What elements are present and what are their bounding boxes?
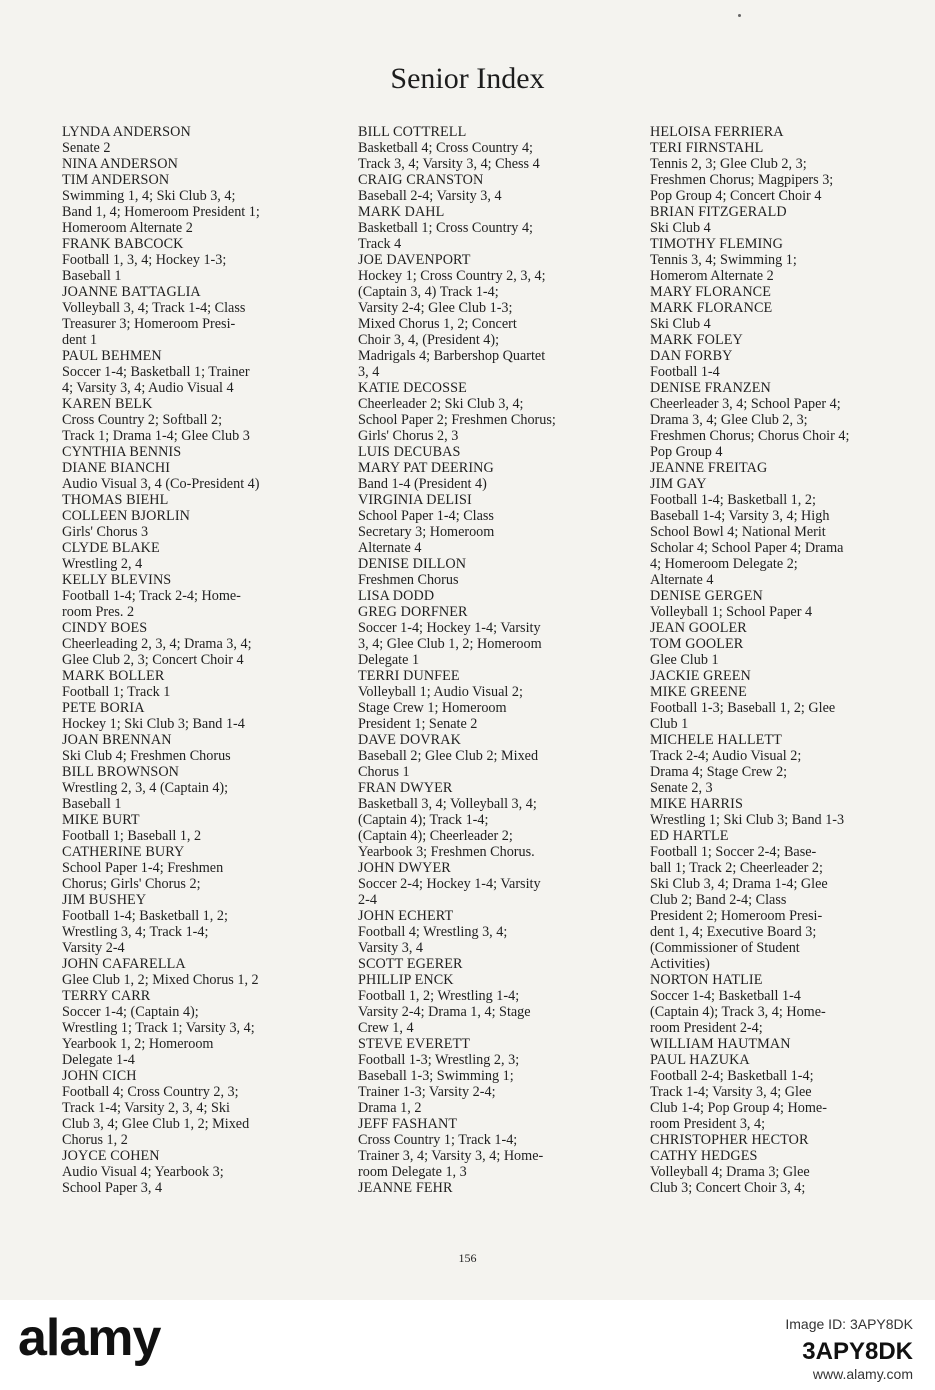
- student-name: JEAN GOOLER: [650, 620, 747, 636]
- index-entry: [650, 476, 900, 588]
- index-entry: [62, 156, 332, 172]
- activity-line: Secretary 3; Homeroom: [358, 524, 495, 540]
- student-name: GREG DORFNER: [358, 604, 468, 620]
- activity-line: Club 1-4; Pop Group 4; Home-: [650, 1100, 827, 1116]
- index-entry: [650, 460, 900, 476]
- index-entry: [650, 140, 900, 204]
- activity-line: Drama 4; Stage Crew 2;: [650, 764, 788, 780]
- activity-line: Crew 1, 4: [358, 1020, 414, 1036]
- index-entry: [358, 124, 613, 172]
- index-entry: [650, 1052, 900, 1132]
- activity-line: Football 1-4; Basketball 1, 2;: [650, 492, 816, 508]
- student-name: CATHY HEDGES: [650, 1148, 758, 1164]
- student-name: JOHN ECHERT: [358, 908, 454, 924]
- student-name: JOHN DWYER: [358, 860, 451, 876]
- index-entry: [62, 764, 332, 812]
- activity-line: Drama 3, 4; Glee Club 2, 3;: [650, 412, 808, 428]
- activity-line: Volleyball 4; Drama 3; Glee: [650, 1164, 810, 1180]
- activity-line: Madrigals 4; Barbershop Quartet: [358, 348, 546, 364]
- student-name: JOE DAVENPORT: [358, 252, 471, 268]
- student-name: DAVE DOVRAK: [358, 732, 461, 748]
- index-entry: [650, 588, 900, 620]
- student-name: WILLIAM HAUTMAN: [650, 1036, 791, 1052]
- index-entry: [358, 908, 613, 956]
- activity-line: Homerom Alternate 2: [650, 268, 774, 284]
- index-entry: [62, 492, 332, 508]
- index-entry: [62, 988, 332, 1068]
- watermark-brand: alamy: [18, 1309, 161, 1367]
- activity-line: Cheerleading 2, 3, 4; Drama 3, 4;: [62, 636, 252, 652]
- student-name: MIKE GREENE: [650, 684, 747, 700]
- student-name: KELLY BLEVINS: [62, 572, 172, 588]
- activity-line: Track 1; Drama 1-4; Glee Club 3: [62, 428, 250, 444]
- activity-line: Track 3, 4; Varsity 3, 4; Chess 4: [358, 156, 540, 172]
- index-entry: [650, 284, 900, 300]
- index-entry: [650, 300, 900, 332]
- index-entry: [62, 124, 332, 156]
- activity-line: Delegate 1-4: [62, 1052, 135, 1068]
- student-name: LYNDA ANDERSON: [62, 124, 191, 140]
- index-entry: [62, 668, 332, 700]
- index-entry: [358, 380, 613, 444]
- student-name: COLLEEN BJORLIN: [62, 508, 190, 524]
- activity-line: 3, 4; Glee Club 1, 2; Homeroom: [358, 636, 542, 652]
- index-entry: [650, 732, 900, 796]
- activity-line: Football 1; Baseball 1, 2: [62, 828, 202, 844]
- activity-line: Audio Visual 4; Yearbook 3;: [62, 1164, 224, 1180]
- activity-line: room Pres. 2: [62, 604, 135, 620]
- activity-line: Wrestling 1; Ski Club 3; Band 1-3: [650, 812, 845, 828]
- student-name: MARK DAHL: [358, 204, 445, 220]
- activity-line: Hockey 1; Cross Country 2, 3, 4;: [358, 268, 546, 284]
- index-entry: [62, 572, 332, 620]
- activity-line: Football 4; Cross Country 2, 3;: [62, 1084, 239, 1100]
- student-name: CHRISTOPHER HECTOR: [650, 1132, 809, 1148]
- index-entry: [650, 348, 900, 380]
- activity-line: Wrestling 2, 3, 4 (Captain 4);: [62, 780, 229, 796]
- student-name: DENISE GERGEN: [650, 588, 763, 604]
- index-entry: [358, 1036, 613, 1116]
- activity-line: (Commissioner of Student: [650, 940, 800, 956]
- student-name: MARY PAT DEERING: [358, 460, 494, 476]
- index-entry: [62, 348, 332, 396]
- student-name: LUIS DECUBAS: [358, 444, 461, 460]
- index-entry: [62, 508, 332, 540]
- index-column-2: [358, 124, 613, 1196]
- activity-line: Glee Club 2, 3; Concert Choir 4: [62, 652, 244, 668]
- watermark-brand-logo: [18, 1308, 160, 1368]
- student-name: PHILLIP ENCK: [358, 972, 454, 988]
- dust-speck: [738, 14, 741, 17]
- index-entry: [62, 844, 332, 892]
- activity-line: Track 4: [358, 236, 402, 252]
- index-entry: [62, 1148, 332, 1196]
- student-name: JOHN CAFARELLA: [62, 956, 186, 972]
- student-name: JIM BUSHEY: [62, 892, 147, 908]
- activity-line: Ski Club 3, 4; Drama 1-4; Glee: [650, 876, 828, 892]
- activity-line: Mixed Chorus 1, 2; Concert: [358, 316, 517, 332]
- student-name: JOHN CICH: [62, 1068, 137, 1084]
- index-entry: [62, 732, 332, 764]
- activity-line: Football 1; Soccer 2-4; Base-: [650, 844, 817, 860]
- activity-line: Wrestling 1; Track 1; Varsity 3, 4;: [62, 1020, 255, 1036]
- activity-line: Football 1-4; Basketball 1, 2;: [62, 908, 228, 924]
- index-entry: [650, 796, 900, 828]
- index-entry: [62, 620, 332, 668]
- index-entry: [62, 444, 332, 460]
- student-name: STEVE EVERETT: [358, 1036, 471, 1052]
- activity-line: Alternate 4: [650, 572, 714, 588]
- student-name: PETE BORIA: [62, 700, 145, 716]
- student-name: PAUL HAZUKA: [650, 1052, 750, 1068]
- student-name: BRIAN FITZGERALD: [650, 204, 787, 220]
- activity-line: Cheerleader 2; Ski Club 3, 4;: [358, 396, 524, 412]
- student-name: TIMOTHY FLEMING: [650, 236, 783, 252]
- activity-line: School Bowl 4; National Merit: [650, 524, 826, 540]
- index-entry: [62, 236, 332, 284]
- index-column-3: [650, 124, 900, 1196]
- activity-line: ball 1; Track 2; Cheerleader 2;: [650, 860, 823, 876]
- watermark-site: www.alamy.com: [812, 1366, 913, 1382]
- activity-line: 3, 4: [358, 364, 380, 380]
- activity-line: Soccer 1-4; Hockey 1-4; Varsity: [358, 620, 541, 636]
- student-name: TERI FIRNSTAHL: [650, 140, 764, 156]
- activity-line: Wrestling 3, 4; Track 1-4;: [62, 924, 209, 940]
- activity-line: Football 1-3; Wrestling 2, 3;: [358, 1052, 520, 1068]
- activity-line: Football 4; Wrestling 3, 4;: [358, 924, 508, 940]
- activity-line: Ski Club 4; Freshmen Chorus: [62, 748, 231, 764]
- activity-line: Soccer 2-4; Hockey 1-4; Varsity: [358, 876, 541, 892]
- activity-line: Track 2-4; Audio Visual 2;: [650, 748, 802, 764]
- activity-line: Freshmen Chorus: [358, 572, 459, 588]
- activity-line: Soccer 1-4; Basketball 1; Trainer: [62, 364, 250, 380]
- index-entry: [358, 668, 613, 732]
- index-entry: [62, 172, 332, 236]
- student-name: DENISE DILLON: [358, 556, 467, 572]
- activity-line: Glee Club 1: [650, 652, 719, 668]
- activity-line: Cross Country 1; Track 1-4;: [358, 1132, 518, 1148]
- activity-line: 4; Homeroom Delegate 2;: [650, 556, 798, 572]
- activity-line: Senate 2, 3: [650, 780, 713, 796]
- student-name: MARK BOLLER: [62, 668, 165, 684]
- student-name: BILL BROWNSON: [62, 764, 180, 780]
- activity-line: (Captain 3, 4) Track 1-4;: [358, 284, 499, 300]
- activity-line: Club 3, 4; Glee Club 1, 2; Mixed: [62, 1116, 250, 1132]
- student-name: NINA ANDERSON: [62, 156, 178, 172]
- student-name: MARY FLORANCE: [650, 284, 771, 300]
- activity-line: Baseball 1: [62, 796, 122, 812]
- activity-line: School Paper 3, 4: [62, 1180, 163, 1196]
- index-entry: [62, 284, 332, 348]
- student-name: LISA DODD: [358, 588, 435, 604]
- student-name: CATHERINE BURY: [62, 844, 185, 860]
- activity-line: Audio Visual 3, 4 (Co-President 4): [62, 476, 260, 492]
- activity-line: Basketball 4; Cross Country 4;: [358, 140, 533, 156]
- student-name: VIRGINIA DELISI: [358, 492, 472, 508]
- activity-line: Chorus 1: [358, 764, 410, 780]
- activity-line: Tennis 2, 3; Glee Club 2, 3;: [650, 156, 807, 172]
- index-entry: [62, 540, 332, 572]
- activity-line: Freshmen Chorus; Chorus Choir 4;: [650, 428, 850, 444]
- activity-line: Freshmen Chorus; Magpipers 3;: [650, 172, 834, 188]
- activity-line: Football 1-4: [650, 364, 720, 380]
- activity-line: Chorus 1, 2: [62, 1132, 128, 1148]
- activity-line: Hockey 1; Ski Club 3; Band 1-4: [62, 716, 245, 732]
- activity-line: Girls' Chorus 2, 3: [358, 428, 459, 444]
- index-entry: [650, 1148, 900, 1196]
- student-name: FRAN DWYER: [358, 780, 453, 796]
- student-name: MARK FLORANCE: [650, 300, 773, 316]
- student-name: CRAIG CRANSTON: [358, 172, 484, 188]
- index-entry: [650, 204, 900, 236]
- student-name: JIM GAY: [650, 476, 707, 492]
- activity-line: Baseball 1-4; Varsity 3, 4; High: [650, 508, 830, 524]
- activity-line: Club 2; Band 2-4; Class: [650, 892, 787, 908]
- activity-line: President 1; Senate 2: [358, 716, 478, 732]
- activity-line: Band 1, 4; Homeroom President 1;: [62, 204, 260, 220]
- activity-line: Baseball 1: [62, 268, 122, 284]
- activity-line: room President 3, 4;: [650, 1116, 766, 1132]
- activity-line: room Delegate 1, 3: [358, 1164, 467, 1180]
- activity-line: (Captain 4); Track 3, 4; Home-: [650, 1004, 826, 1020]
- activity-line: Cheerleader 3, 4; School Paper 4;: [650, 396, 841, 412]
- activity-line: Soccer 1-4; (Captain 4);: [62, 1004, 199, 1020]
- index-entry: [650, 124, 900, 140]
- index-entry: [62, 812, 332, 844]
- index-entry: [650, 332, 900, 348]
- activity-line: Club 3; Concert Choir 3, 4;: [650, 1180, 806, 1196]
- activity-line: Homeroom Alternate 2: [62, 220, 193, 236]
- index-entry: [62, 700, 332, 732]
- student-name: TIM ANDERSON: [62, 172, 170, 188]
- student-name: CLYDE BLAKE: [62, 540, 160, 556]
- activity-line: Yearbook 3; Freshmen Chorus.: [358, 844, 535, 860]
- activity-line: Football 1; Track 1: [62, 684, 171, 700]
- activity-line: Drama 1, 2: [358, 1100, 422, 1116]
- activity-line: Yearbook 1, 2; Homeroom: [62, 1036, 214, 1052]
- student-name: JEFF FASHANT: [358, 1116, 458, 1132]
- student-name: CINDY BOES: [62, 620, 148, 636]
- activity-line: Glee Club 1, 2; Mixed Chorus 1, 2: [62, 972, 259, 988]
- student-name: JEANNE FREITAG: [650, 460, 768, 476]
- index-entry: [650, 380, 900, 460]
- index-entry: [358, 252, 613, 380]
- student-name: MIKE BURT: [62, 812, 140, 828]
- student-name: DAN FORBY: [650, 348, 733, 364]
- student-name: JEANNE FEHR: [358, 1180, 453, 1196]
- activity-line: Baseball 2-4; Varsity 3, 4: [358, 188, 502, 204]
- activity-line: Soccer 1-4; Basketball 1-4: [650, 988, 801, 1004]
- student-name: SCOTT EGERER: [358, 956, 463, 972]
- activity-line: Varsity 3, 4: [358, 940, 424, 956]
- activity-line: President 2; Homeroom Presi-: [650, 908, 823, 924]
- activity-line: Pop Group 4; Concert Choir 4: [650, 188, 822, 204]
- activity-line: Scholar 4; School Paper 4; Drama: [650, 540, 844, 556]
- activity-line: Delegate 1: [358, 652, 420, 668]
- index-entry: [62, 1068, 332, 1148]
- activity-line: Treasurer 3; Homeroom Presi-: [62, 316, 236, 332]
- index-entry: [650, 620, 900, 636]
- activity-line: Volleyball 1; Audio Visual 2;: [358, 684, 523, 700]
- activity-line: Cross Country 2; Softball 2;: [62, 412, 223, 428]
- index-entry: [62, 956, 332, 988]
- student-name: MIKE HARRIS: [650, 796, 743, 812]
- student-name: NORTON HATLIE: [650, 972, 763, 988]
- activity-line: Swimming 1, 4; Ski Club 3, 4;: [62, 188, 236, 204]
- index-entry: [358, 604, 613, 668]
- student-name: DIANE BIANCHI: [62, 460, 171, 476]
- index-entry: [650, 1036, 900, 1052]
- activity-line: Varsity 2-4; Glee Club 1-3;: [358, 300, 513, 316]
- index-entry: [358, 1180, 613, 1196]
- activity-line: School Paper 1-4; Class: [358, 508, 494, 524]
- activity-line: Varsity 2-4: [62, 940, 125, 956]
- activity-line: Basketball 3, 4; Volleyball 3, 4;: [358, 796, 537, 812]
- activity-line: 2-4: [358, 892, 377, 908]
- activity-line: Alternate 4: [358, 540, 422, 556]
- page-number: 156: [458, 1251, 477, 1265]
- index-entry: [650, 236, 900, 284]
- index-entry: [358, 204, 613, 252]
- activity-line: Basketball 1; Cross Country 4;: [358, 220, 533, 236]
- student-name: TOM GOOLER: [650, 636, 744, 652]
- activity-line: Chorus; Girls' Chorus 2;: [62, 876, 201, 892]
- activity-line: Varsity 2-4; Drama 1, 4; Stage: [358, 1004, 531, 1020]
- activity-line: (Captain 4); Track 1-4;: [358, 812, 489, 828]
- activity-line: Track 1-4; Varsity 2, 3, 4; Ski: [62, 1100, 230, 1116]
- activity-line: Trainer 1-3; Varsity 2-4;: [358, 1084, 496, 1100]
- index-entry: [62, 892, 332, 956]
- activity-line: Ski Club 4: [650, 220, 711, 236]
- activity-line: dent 1, 4; Executive Board 3;: [650, 924, 817, 940]
- index-entry: [650, 668, 900, 684]
- index-entry: [358, 556, 613, 588]
- index-entry: [358, 1116, 613, 1180]
- index-entry: [62, 460, 332, 492]
- page-title: Senior Index: [390, 62, 545, 95]
- index-column-1: [62, 124, 332, 1196]
- student-name: THOMAS BIEHL: [62, 492, 169, 508]
- index-entry: [358, 780, 613, 860]
- student-name: DENISE FRANZEN: [650, 380, 771, 396]
- student-name: JOANNE BATTAGLIA: [62, 284, 201, 300]
- activity-line: Volleyball 1; School Paper 4: [650, 604, 813, 620]
- index-entry: [358, 444, 613, 460]
- index-entry: [358, 732, 613, 780]
- activity-line: Track 1-4; Varsity 3, 4; Glee: [650, 1084, 812, 1100]
- activity-line: Football 2-4; Basketball 1-4;: [650, 1068, 814, 1084]
- index-entry: [358, 460, 613, 492]
- index-entry: [62, 396, 332, 444]
- index-entry: [358, 860, 613, 908]
- student-name: JOYCE COHEN: [62, 1148, 160, 1164]
- student-name: CYNTHIA BENNIS: [62, 444, 182, 460]
- watermark-image-id: 3APY8DK: [802, 1338, 913, 1365]
- index-entry: [650, 972, 900, 1036]
- activity-line: Stage Crew 1; Homeroom: [358, 700, 507, 716]
- activity-line: Activities): [650, 956, 710, 972]
- activity-line: Volleyball 3, 4; Track 1-4; Class: [62, 300, 246, 316]
- activity-line: room President 2-4;: [650, 1020, 763, 1036]
- activity-line: Band 1-4 (President 4): [358, 476, 487, 492]
- student-name: PAUL BEHMEN: [62, 348, 162, 364]
- activity-line: Tennis 3, 4; Swimming 1;: [650, 252, 797, 268]
- activity-line: Trainer 3, 4; Varsity 3, 4; Home-: [358, 1148, 544, 1164]
- activity-line: Football 1, 2; Wrestling 1-4;: [358, 988, 520, 1004]
- student-name: KAREN BELK: [62, 396, 153, 412]
- activity-line: Football 1-3; Baseball 1, 2; Glee: [650, 700, 836, 716]
- activity-line: Club 1: [650, 716, 689, 732]
- activity-line: Football 1-4; Track 2-4; Home-: [62, 588, 241, 604]
- activity-line: Wrestling 2, 4: [62, 556, 143, 572]
- activity-line: dent 1: [62, 332, 98, 348]
- index-entry: [358, 972, 613, 1036]
- student-name: HELOISA FERRIERA: [650, 124, 784, 140]
- student-name: FRANK BABCOCK: [62, 236, 184, 252]
- activity-line: (Captain 4); Cheerleader 2;: [358, 828, 513, 844]
- activity-line: Football 1, 3, 4; Hockey 1-3;: [62, 252, 227, 268]
- index-entry: [358, 956, 613, 972]
- activity-line: 4; Varsity 3, 4; Audio Visual 4: [62, 380, 234, 396]
- activity-line: School Paper 2; Freshmen Chorus;: [358, 412, 556, 428]
- activity-line: Ski Club 4: [650, 316, 711, 332]
- activity-line: Baseball 2; Glee Club 2; Mixed: [358, 748, 539, 764]
- activity-line: Pop Group 4: [650, 444, 723, 460]
- activity-line: School Paper 1-4; Freshmen: [62, 860, 224, 876]
- watermark-image-id-label: Image ID: 3APY8DK: [785, 1316, 913, 1332]
- activity-line: Senate 2: [62, 140, 111, 156]
- student-name: JACKIE GREEN: [650, 668, 751, 684]
- index-entry: [650, 684, 900, 732]
- student-name: KATIE DECOSSE: [358, 380, 467, 396]
- activity-line: Choir 3, 4, (President 4);: [358, 332, 500, 348]
- student-name: MARK FOLEY: [650, 332, 743, 348]
- student-name: MICHELE HALLETT: [650, 732, 782, 748]
- index-entry: [650, 1132, 900, 1148]
- index-entry: [650, 636, 900, 668]
- student-name: TERRY CARR: [62, 988, 151, 1004]
- student-name: TERRI DUNFEE: [358, 668, 460, 684]
- student-name: JOAN BRENNAN: [62, 732, 172, 748]
- index-entry: [358, 492, 613, 556]
- activity-line: Girls' Chorus 3: [62, 524, 149, 540]
- index-entry: [358, 588, 613, 604]
- index-entry: [650, 828, 900, 972]
- index-entry: [358, 172, 613, 204]
- student-name: ED HARTLE: [650, 828, 729, 844]
- student-name: BILL COTTRELL: [358, 124, 467, 140]
- activity-line: Baseball 1-3; Swimming 1;: [358, 1068, 514, 1084]
